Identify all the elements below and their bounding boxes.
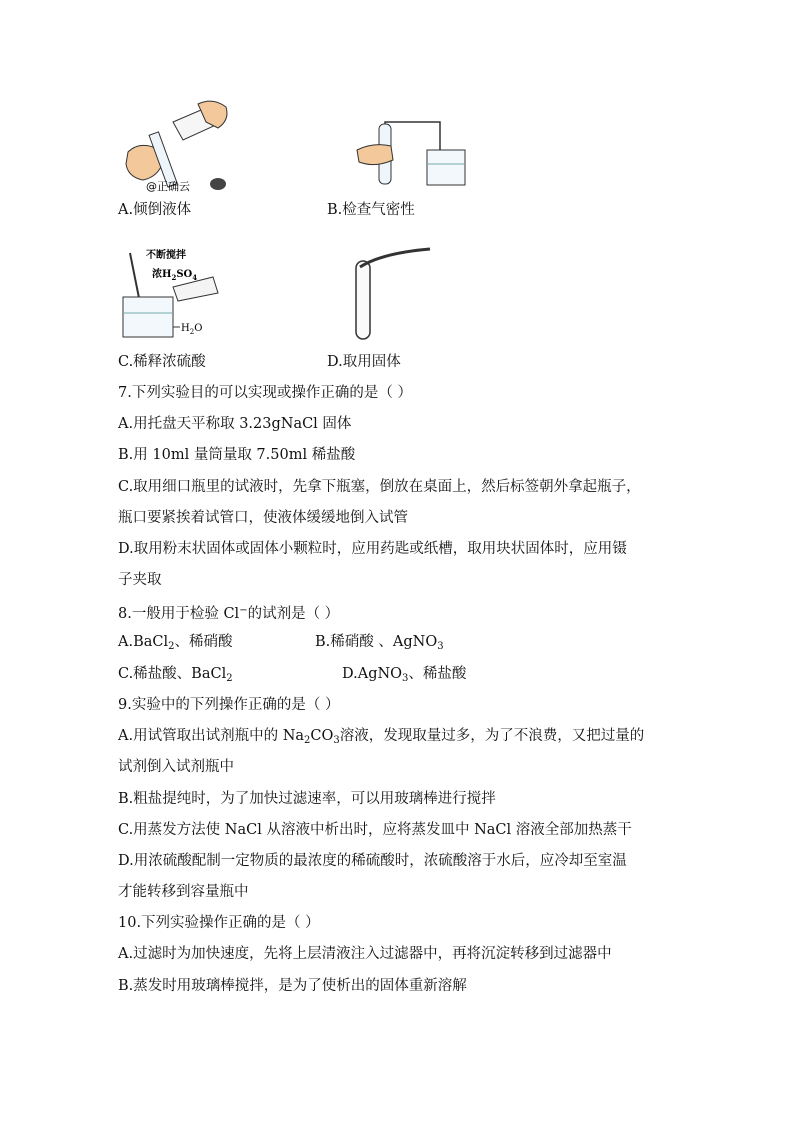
caption-d: D.取用固体 (327, 354, 401, 370)
figure-airtightness (355, 112, 470, 187)
label-stir-text: 不断搅拌 (146, 250, 186, 261)
q8-stem: 8.一般用于检验 Cl−的试剂是（ ） (118, 605, 340, 622)
q7-option-a: A.用托盘天平称取 3.23gNaCl 固体 (118, 416, 352, 432)
figure-dilute-acid (118, 245, 228, 340)
q10-stem: 10.下列实验操作正确的是（ ） (118, 915, 320, 931)
q9-stem: 9.实验中的下列操作正确的是（ ） (118, 697, 340, 713)
beaker-c-shape (123, 297, 173, 337)
caption-c: C.稀释浓硫酸 (118, 354, 206, 370)
beaker-b-shape (427, 150, 465, 185)
q9-option-d-line2: 才能转移到容量瓶中 (118, 884, 249, 900)
figure-take-solid (352, 245, 437, 343)
q7-option-c-line2: 瓶口要紧挨着试管口，使液体缓缓地倒入试管 (118, 510, 408, 526)
q8-option-c: C.稀盐酸、BaCl$_2$ (118, 666, 233, 684)
q9-option-a-line2: 试剂倒入试剂瓶中 (118, 759, 234, 775)
q8-option-b: B.稀硝酸 、AgNO$_3$ (315, 634, 444, 652)
q8-option-d: D.AgNO$_3$、稀盐酸 (342, 666, 467, 684)
caption-b: B.检查气密性 (327, 202, 415, 218)
q10-option-b: B.蒸发时用玻璃棒搅拌，是为了使析出的固体重新溶解 (118, 978, 467, 994)
q7-option-d-line2: 子夹取 (118, 572, 162, 588)
q7-option-b: B.用 10ml 量筒量取 7.50ml 稀盐酸 (118, 447, 356, 463)
q8-option-a: A.BaCl$_2$、稀硝酸 (118, 634, 233, 652)
q9-option-b: B.粗盐提纯时，为了加快过滤速率，可以用玻璃棒进行搅拌 (118, 791, 496, 807)
hand-b-shape (357, 145, 393, 165)
test-tube-d-shape (356, 261, 370, 339)
q7-stem: 7.下列实验目的可以实现或操作正确的是（ ） (118, 385, 412, 401)
label-water-text: $H_2O$ (181, 323, 203, 336)
q7-option-d-line1: D.取用粉末状固体或固体小颗粒时，应用药匙或纸槽，取用块状固体时，应用镊 (118, 541, 627, 557)
stopper-shape (210, 178, 226, 190)
spatula-shape (360, 249, 430, 267)
q10-option-a: A.过滤时为加快速度，先将上层清液注入过滤器中，再将沉淀转移到过滤器中 (118, 946, 612, 962)
q9-option-a-line1: A.用试管取出试剂瓶中的 $Na_2CO_3$溶液，发现取量过多，为了不浪费，又把过量的 (118, 728, 645, 746)
watermark-text: @正确云 (146, 180, 190, 193)
q9-option-d-line1: D.用浓硫酸配制一定物质的最浓度的稀硫酸时，浓硫酸溶于水后，应冷却至室温 (118, 853, 627, 869)
figure-pouring-liquid (118, 92, 238, 197)
label-acid-text: 浓$H_2SO_4$ (152, 269, 198, 282)
q7-option-c-line1: C.取用细口瓶里的试液时，先拿下瓶塞，倒放在桌面上，然后标签朝外拿起瓶子， (118, 479, 641, 495)
caption-a: A.倾倒液体 (118, 202, 192, 218)
q9-option-c: C.用蒸发方法使 NaCl 从溶液中析出时，应将蒸发皿中 NaCl 溶液全部加热蒸干 (118, 822, 632, 838)
